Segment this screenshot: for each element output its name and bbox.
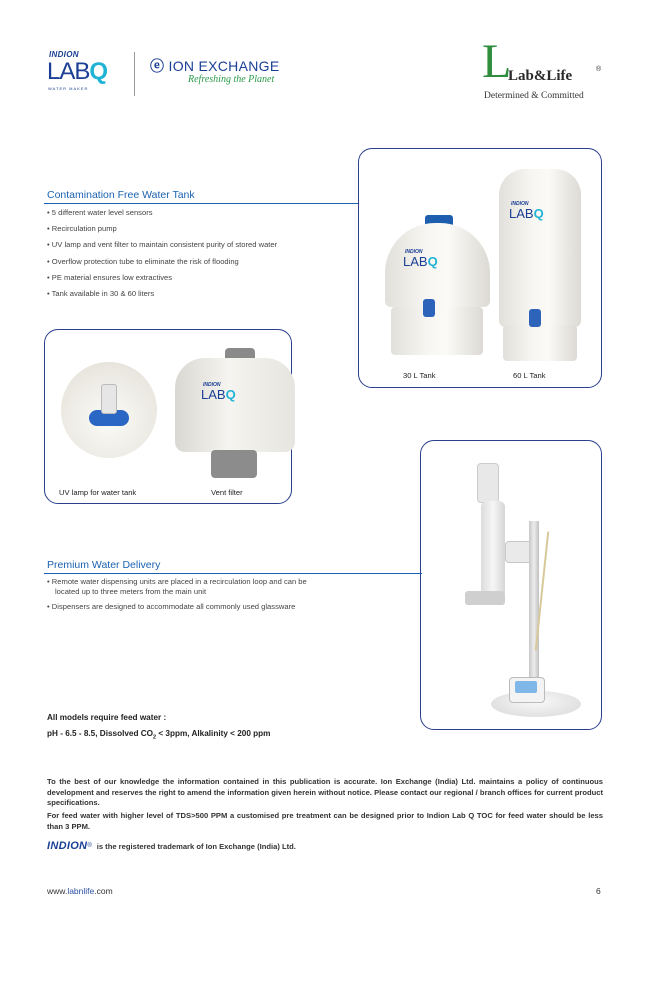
tap-icon: [529, 309, 541, 327]
trademark-line: INDION ® is the registered trademark of Ion Exchange (India) Ltd.: [47, 840, 296, 852]
section1-underline: [44, 203, 358, 204]
bullet-item: • Overflow protection tube to eliminate the risk of flooding: [47, 254, 347, 270]
uv-lamp-caption: UV lamp for water tank: [59, 488, 137, 497]
bullet-item: • Tank available in 30 & 60 liters: [47, 286, 347, 302]
tap-icon: [423, 299, 435, 317]
bullet-item: • 5 different water level sensors: [47, 205, 347, 221]
labnlife-name: Lab&Life: [508, 68, 573, 84]
ion-exchange-name: ⓔ ION EXCHANGE: [150, 58, 280, 74]
tank-30l-caption: 30 L Tank: [403, 371, 436, 380]
bullet-item: • Dispensers are designed to accommodate all commonly used glassware: [47, 602, 307, 612]
tank-60l-body: [499, 169, 581, 327]
labnlife-l-mark-icon: L: [482, 35, 512, 88]
ion-exchange-logo: [150, 54, 290, 94]
labnlife-reg: ®: [596, 66, 602, 73]
bullet-item: • Remote water dispensing units are placed in a recirculation loop and can be located up to three meters from the main unit: [47, 577, 307, 597]
disclaimer-paragraph-1: To the best of our knowledge the information contained in this publication is accurate. Ion Exchange (India) Ltd. maintains a policy of continuous development and reserves the right to amend the information given herein without notice. Please contact our regional / branch offices for current product specifications.: [47, 777, 603, 808]
labq-logo-sub: WATER MAKER: [48, 86, 89, 91]
labq-logo: [44, 50, 124, 92]
section1-bullets: [47, 205, 347, 302]
ion-exchange-tagline: Refreshing the Planet: [188, 74, 275, 85]
bullet-item: • UV lamp and vent filter to maintain consistent purity of stored water: [47, 237, 347, 253]
page-number: 6: [596, 886, 601, 896]
labq-logo-name: LABQ: [47, 58, 108, 85]
labnlife-logo: [478, 35, 608, 108]
trademark-text: is the registered trademark of Ion Exchange (India) Ltd.: [96, 841, 296, 851]
tank-60l-caption: 60 L Tank: [513, 371, 546, 380]
section2-underline: [44, 573, 422, 574]
feed-water-spec: pH - 6.5 - 8.5, Dissolved $CO_2 < 3ppm$, Alkalinity < 200 ppm: [47, 729, 271, 741]
tanks-frame: INDION LABQ INDION LABQ 30 L Tank 60 L Tank: [358, 148, 602, 388]
dispenser-frame: [420, 440, 602, 730]
bullet-item: • Recirculation pump: [47, 221, 347, 237]
bullet-item: • PE material ensures low extractives: [47, 270, 347, 286]
logo-divider: [134, 52, 135, 96]
vent-filter-caption: Vent filter: [211, 488, 243, 497]
accessories-frame: INDION LABQ UV lamp for water tank Vent filter: [44, 329, 292, 504]
section2-title: Premium Water Delivery: [47, 559, 161, 571]
indion-trademark-logo: INDION: [47, 840, 88, 852]
disclaimer-paragraph-2: For feed water with higher level of TDS>500 PPM a customised pre treatment can be designed prior to Indion Lab Q TOC for feed water should be less than 3 PPM.: [47, 811, 603, 831]
footer-url-link[interactable]: www.labnlife.com: [47, 886, 113, 896]
tank-30l-base: [391, 307, 483, 355]
feed-water-title: All models require feed water :: [47, 713, 167, 722]
labnlife-tagline: Determined & Committed: [484, 91, 584, 101]
tank-60l-base: [503, 325, 577, 361]
labq-logo-brand: INDION: [49, 50, 79, 59]
section1-title: Contamination Free Water Tank: [47, 189, 195, 201]
section2-bullets: [47, 577, 307, 618]
dispenser-screen-icon: [515, 681, 537, 693]
